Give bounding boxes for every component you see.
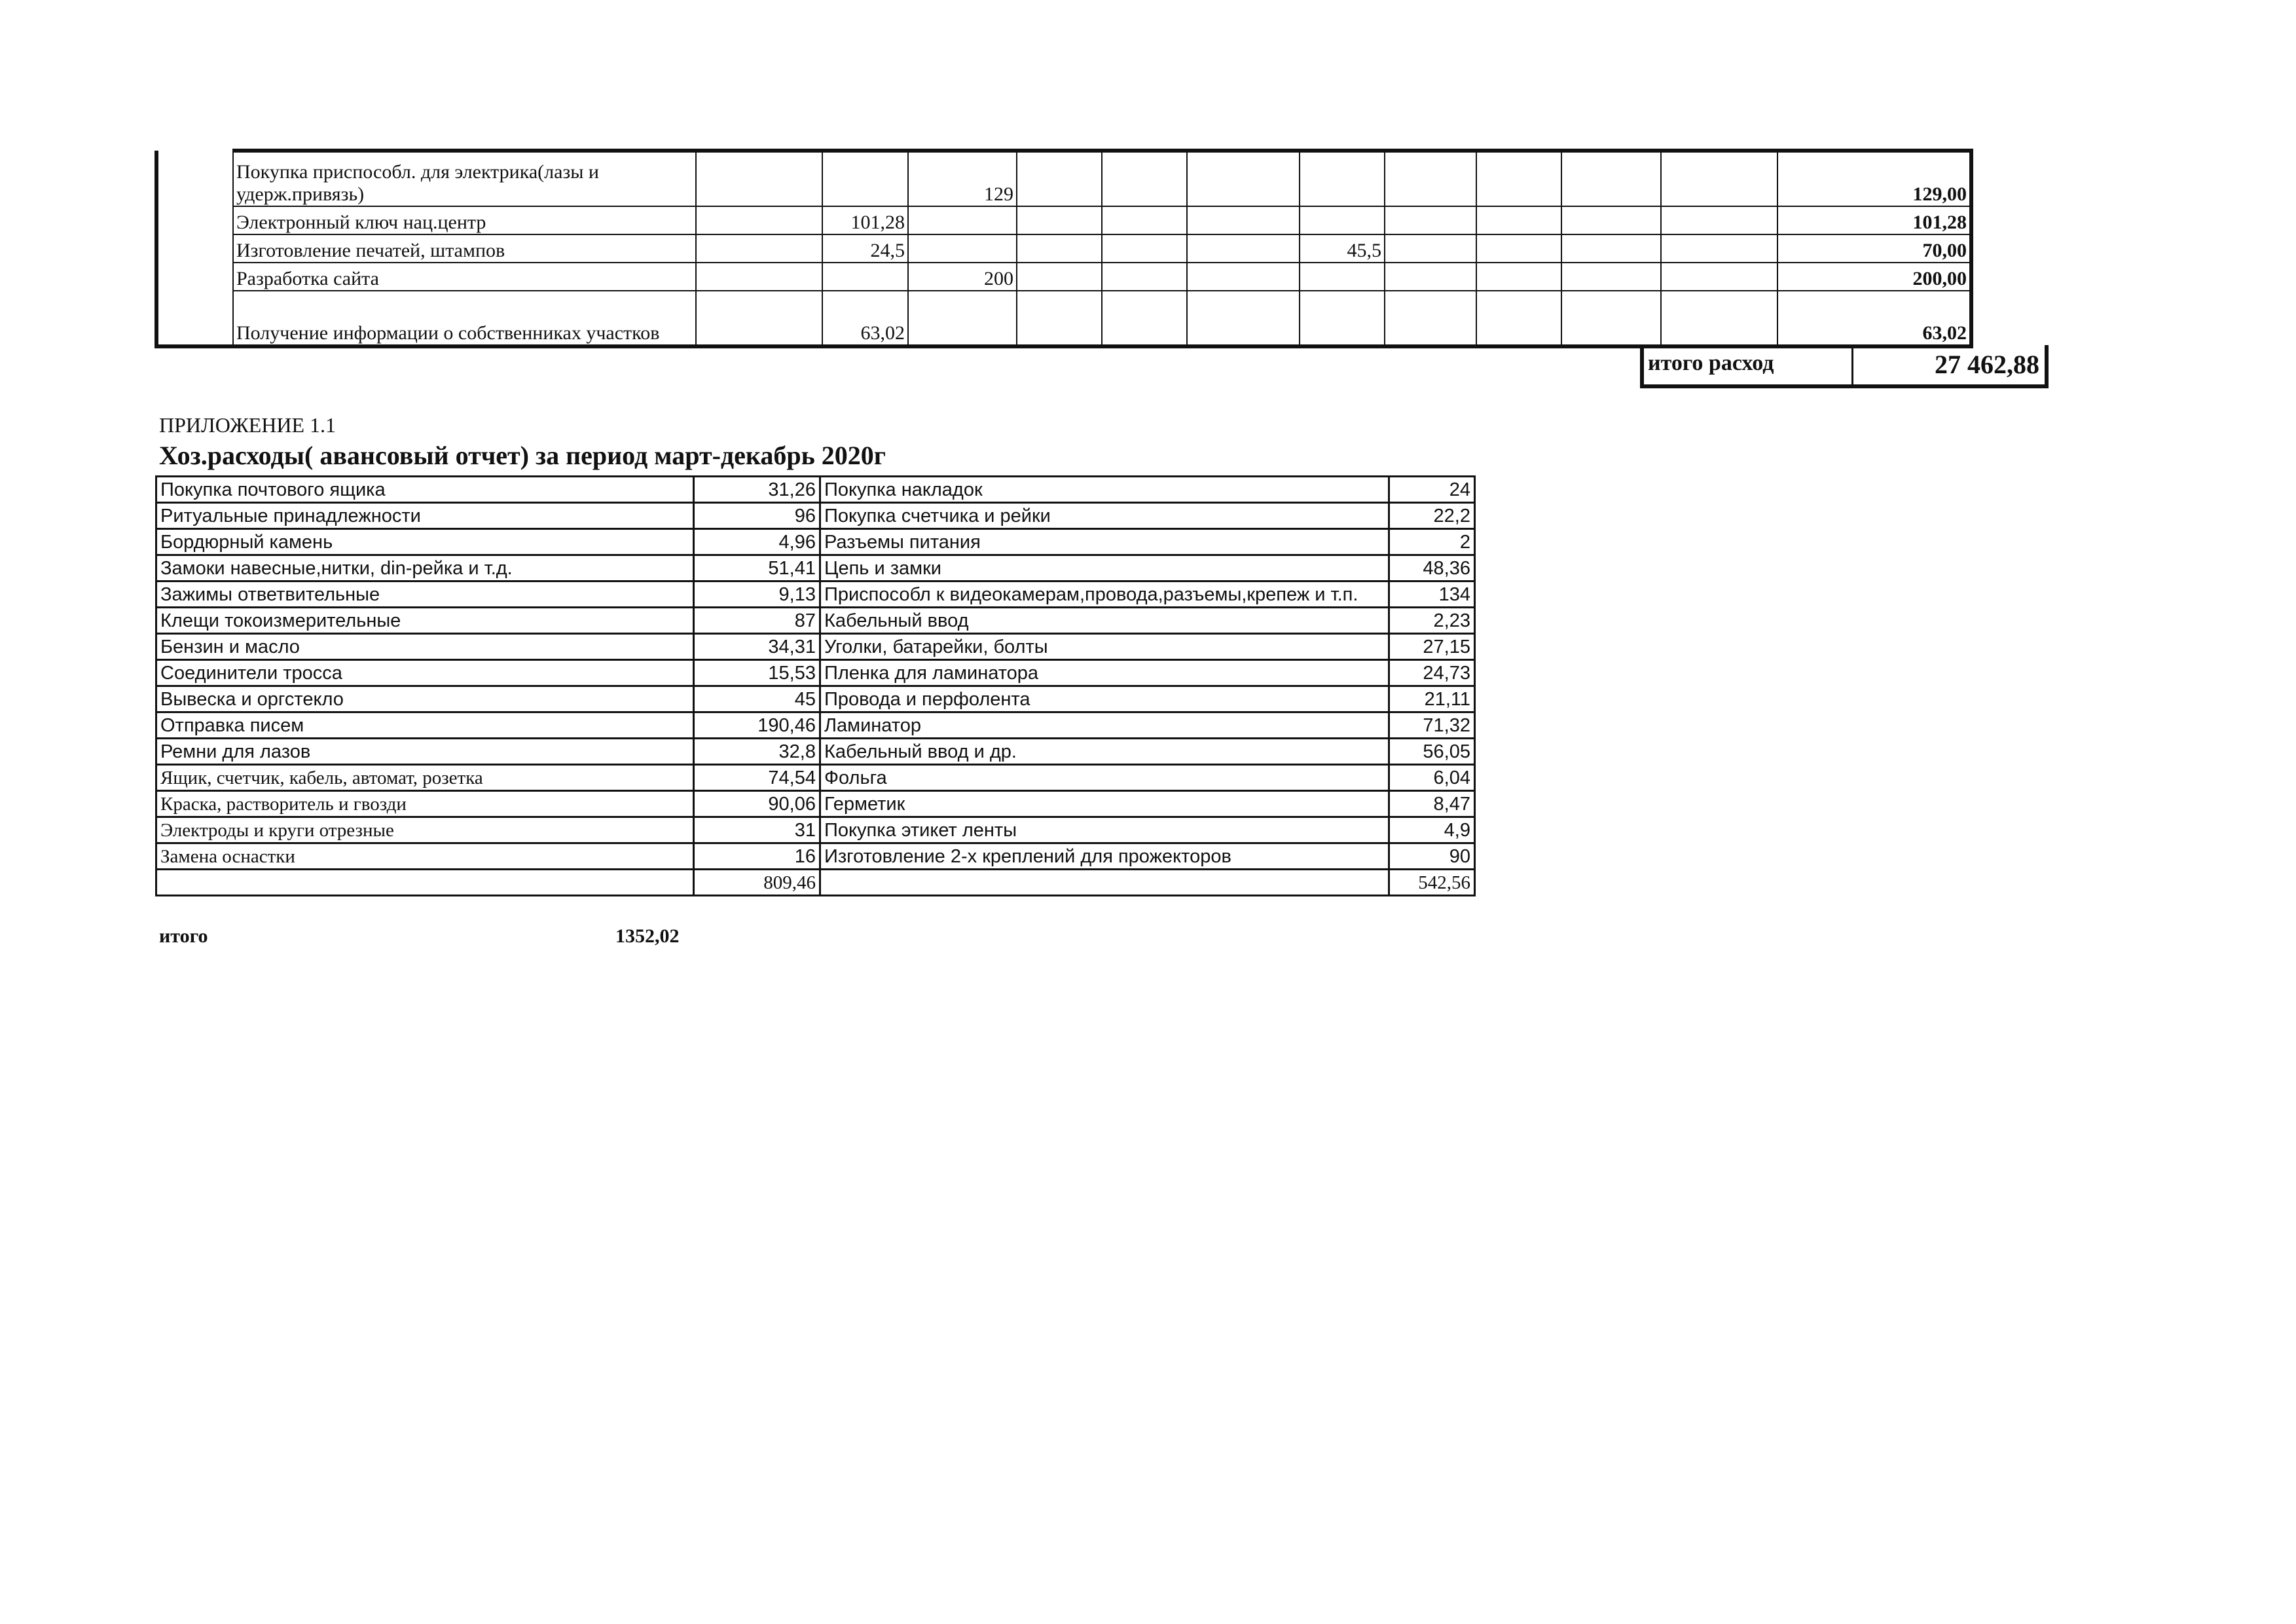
left-name-cell: Бензин и масло xyxy=(156,634,694,660)
table-row xyxy=(156,503,1475,529)
row-cell xyxy=(1017,234,1102,263)
row-total: 63,02 xyxy=(1777,291,1971,346)
row-cell xyxy=(1102,263,1187,291)
row-cell xyxy=(1102,291,1187,346)
row-cell xyxy=(1385,151,1476,206)
subtotal-row xyxy=(156,870,1475,896)
row-cell xyxy=(1476,234,1561,263)
left-name-cell: Покупка почтового ящика xyxy=(156,477,694,503)
table-row xyxy=(156,791,1475,817)
left-value-cell: 96 xyxy=(694,503,820,529)
row-cell xyxy=(1476,291,1561,346)
table-row xyxy=(156,477,1475,503)
row-name: Изготовление печатей, штампов xyxy=(233,234,696,263)
left-name-cell: Клещи токоизмерительные xyxy=(156,608,694,634)
left-name-cell: Ритуальные принадлежности xyxy=(156,503,694,529)
row-cell xyxy=(1300,151,1385,206)
left-name-cell: Ящик, счетчик, кабель, автомат, розетка xyxy=(156,765,694,791)
table-row xyxy=(156,555,1475,581)
row-margin-cell xyxy=(156,263,233,291)
row-cell xyxy=(1661,263,1777,291)
right-name-cell: Уголки, батарейки, болты xyxy=(820,634,1389,660)
left-name-cell: Ремни для лазов xyxy=(156,739,694,765)
table-row xyxy=(156,529,1475,555)
right-value-cell: 2 xyxy=(1389,529,1475,555)
row-cell: 200 xyxy=(908,263,1017,291)
row-margin-cell xyxy=(156,234,233,263)
left-value-cell: 31,26 xyxy=(694,477,820,503)
table-row xyxy=(156,765,1475,791)
row-cell xyxy=(1561,234,1661,263)
row-margin-cell xyxy=(156,151,233,206)
table-row xyxy=(156,843,1475,870)
right-value-cell: 48,36 xyxy=(1389,555,1475,581)
row-cell xyxy=(1661,291,1777,346)
left-value-cell: 9,13 xyxy=(694,581,820,608)
left-value-cell: 74,54 xyxy=(694,765,820,791)
row-cell xyxy=(1385,234,1476,263)
table-row xyxy=(156,206,1971,234)
left-value-cell: 32,8 xyxy=(694,739,820,765)
row-cell xyxy=(1017,206,1102,234)
table-row xyxy=(156,739,1475,765)
right-value-cell: 90 xyxy=(1389,843,1475,870)
table-row xyxy=(156,660,1475,686)
table-row xyxy=(156,291,1971,346)
row-name: Электронный ключ нац.центр xyxy=(233,206,696,234)
subtotal-cell: 809,46 xyxy=(694,870,820,896)
table-row xyxy=(156,634,1475,660)
row-name: Разработка сайта xyxy=(233,263,696,291)
household-expenses-table xyxy=(155,475,1476,896)
right-value-cell: 8,47 xyxy=(1389,791,1475,817)
row-total: 129,00 xyxy=(1777,151,1971,206)
row-cell xyxy=(908,234,1017,263)
row-cell xyxy=(1102,234,1187,263)
right-value-cell: 24 xyxy=(1389,477,1475,503)
row-total: 70,00 xyxy=(1777,234,1971,263)
row-cell xyxy=(908,291,1017,346)
row-cell xyxy=(1017,151,1102,206)
row-name: Получение информации о собственниках участков xyxy=(233,291,696,346)
row-cell xyxy=(1300,206,1385,234)
grand-total-value: 27 462,88 xyxy=(1935,350,2039,379)
left-name-cell: Замена оснастки xyxy=(156,843,694,870)
row-cell xyxy=(1187,263,1300,291)
right-value-cell: 21,11 xyxy=(1389,686,1475,712)
left-name-cell: Зажимы ответвительные xyxy=(156,581,694,608)
table-row xyxy=(156,151,1971,206)
expense-table xyxy=(155,149,1973,348)
row-total: 101,28 xyxy=(1777,206,1971,234)
row-cell xyxy=(1476,151,1561,206)
right-value-cell: 27,15 xyxy=(1389,634,1475,660)
itogo-value: 1352,02 xyxy=(615,925,680,947)
left-name-cell: Бордюрный камень xyxy=(156,529,694,555)
right-name-cell: Покупка этикет ленты xyxy=(820,817,1389,843)
left-name-cell: Электроды и круги отрезные xyxy=(156,817,694,843)
row-cell xyxy=(1300,263,1385,291)
left-value-cell: 51,41 xyxy=(694,555,820,581)
left-value-cell: 15,53 xyxy=(694,660,820,686)
left-value-cell: 4,96 xyxy=(694,529,820,555)
right-name-cell: Покупка накладок xyxy=(820,477,1389,503)
left-value-cell: 190,46 xyxy=(694,712,820,739)
row-cell xyxy=(1102,206,1187,234)
right-name-cell: Изготовление 2-х креплений для прожекторов xyxy=(820,843,1389,870)
row-cell xyxy=(1661,234,1777,263)
table-row xyxy=(156,712,1475,739)
row-cell xyxy=(1187,206,1300,234)
right-value-cell: 71,32 xyxy=(1389,712,1475,739)
row-cell xyxy=(1385,291,1476,346)
row-cell xyxy=(1187,151,1300,206)
right-value-cell: 4,9 xyxy=(1389,817,1475,843)
right-name-cell: Приспособл к видеокамерам,провода,разъемы,крепеж и т.п. xyxy=(820,581,1389,608)
left-name-cell: Соединители тросса xyxy=(156,660,694,686)
right-name-cell: Цепь и замки xyxy=(820,555,1389,581)
row-cell xyxy=(1187,291,1300,346)
row-cell xyxy=(1385,263,1476,291)
row-cell: 63,02 xyxy=(822,291,908,346)
appendix-label: ПРИЛОЖЕНИЕ 1.1 xyxy=(159,413,337,437)
left-value-cell: 31 xyxy=(694,817,820,843)
right-name-cell: Разъемы питания xyxy=(820,529,1389,555)
row-cell xyxy=(1661,206,1777,234)
row-cell xyxy=(822,151,908,206)
row-cell xyxy=(1476,206,1561,234)
row-cell xyxy=(908,206,1017,234)
right-value-cell: 24,73 xyxy=(1389,660,1475,686)
row-cell xyxy=(1561,151,1661,206)
row-cell xyxy=(1017,291,1102,346)
subtotal-cell: 542,56 xyxy=(1389,870,1475,896)
left-value-cell: 34,31 xyxy=(694,634,820,660)
row-cell xyxy=(696,291,822,346)
row-cell xyxy=(1561,206,1661,234)
empty-cell xyxy=(820,870,1389,896)
right-value-cell: 6,04 xyxy=(1389,765,1475,791)
empty-cell xyxy=(156,870,694,896)
grand-total-box xyxy=(1640,345,2049,388)
right-name-cell: Пленка для ламинатора xyxy=(820,660,1389,686)
right-name-cell: Ламинатор xyxy=(820,712,1389,739)
table-row xyxy=(156,608,1475,634)
row-cell xyxy=(1300,291,1385,346)
right-value-cell: 56,05 xyxy=(1389,739,1475,765)
left-name-cell: Вывеска и оргстекло xyxy=(156,686,694,712)
left-value-cell: 16 xyxy=(694,843,820,870)
row-cell xyxy=(1561,291,1661,346)
right-name-cell: Кабельный ввод xyxy=(820,608,1389,634)
row-margin-cell xyxy=(156,206,233,234)
row-cell xyxy=(1561,263,1661,291)
left-value-cell: 90,06 xyxy=(694,791,820,817)
right-value-cell: 2,23 xyxy=(1389,608,1475,634)
row-cell xyxy=(1661,151,1777,206)
table-row xyxy=(156,581,1475,608)
left-value-cell: 45 xyxy=(694,686,820,712)
row-cell xyxy=(1102,151,1187,206)
right-name-cell: Провода и перфолента xyxy=(820,686,1389,712)
row-cell xyxy=(822,263,908,291)
row-cell xyxy=(1476,263,1561,291)
row-cell xyxy=(696,234,822,263)
left-value-cell: 87 xyxy=(694,608,820,634)
left-name-cell: Краска, растворитель и гвозди xyxy=(156,791,694,817)
row-margin-cell xyxy=(156,291,233,346)
appendix-title: Хоз.расходы( авансовый отчет) за период март-декабрь 2020г xyxy=(159,441,886,470)
right-name-cell: Герметик xyxy=(820,791,1389,817)
row-cell xyxy=(1187,234,1300,263)
row-cell xyxy=(1385,206,1476,234)
row-name: Покупка приспособл. для электрика(лазы и удерж.привязь) xyxy=(233,151,696,206)
row-cell xyxy=(1017,263,1102,291)
grand-total-label: итого расход xyxy=(1644,345,1853,384)
right-name-cell: Фольга xyxy=(820,765,1389,791)
right-name-cell: Кабельный ввод и др. xyxy=(820,739,1389,765)
table-row xyxy=(156,263,1971,291)
right-name-cell: Покупка счетчика и рейки xyxy=(820,503,1389,529)
table-row xyxy=(156,234,1971,263)
table-row xyxy=(156,817,1475,843)
row-cell: 129 xyxy=(908,151,1017,206)
right-value-cell: 134 xyxy=(1389,581,1475,608)
itogo-label: итого xyxy=(159,925,208,947)
row-total: 200,00 xyxy=(1777,263,1971,291)
row-cell: 101,28 xyxy=(822,206,908,234)
row-cell: 24,5 xyxy=(822,234,908,263)
table-row xyxy=(156,686,1475,712)
left-name-cell: Отправка писем xyxy=(156,712,694,739)
left-name-cell: Замоки навесные,нитки, din-рейка и т.д. xyxy=(156,555,694,581)
row-cell: 45,5 xyxy=(1300,234,1385,263)
right-value-cell: 22,2 xyxy=(1389,503,1475,529)
row-cell xyxy=(696,206,822,234)
row-cell xyxy=(696,263,822,291)
row-cell xyxy=(696,151,822,206)
